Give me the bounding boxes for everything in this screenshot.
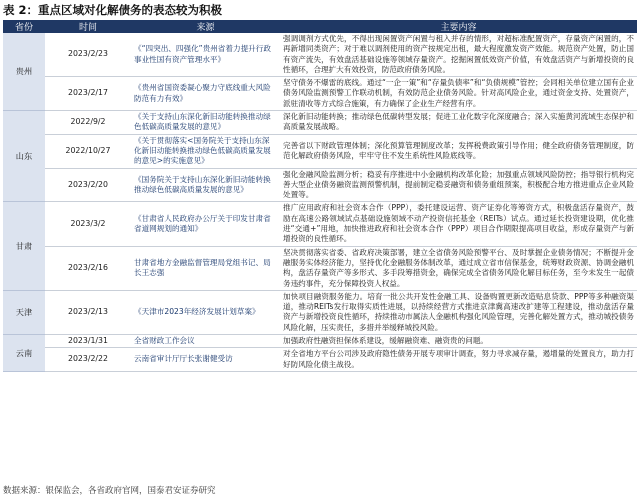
content-cell: 推广应用政府和社会资本合作（PPP），委托建设运营、资产证券化等筹资方式，积极盘活存量资产，鼓励在高速公路领域试点基础设施领域不动产投资信托基金（REITs）试点。通过延长投资建设期，优化推进“交通+”用地，加快推进政府和社会资本合作（PPP）项目合作期限提高项目收益，形成存量资产与新增投资的良性循环。	[280, 202, 637, 246]
source-cell: 《天津市2023年经济发展计划草案》	[131, 290, 280, 334]
province-cell: 山东	[3, 111, 45, 202]
source-cell: 《贵州省国资委凝心聚力守底线重大风险防范有力有效》	[131, 77, 280, 111]
source-cell: 全省财政工作会议	[131, 335, 280, 348]
table-row	[3, 335, 637, 348]
time-cell: 2023/2/13	[45, 290, 131, 334]
table-row	[3, 33, 637, 77]
time-cell: 2023/1/31	[45, 335, 131, 348]
content-cell: 加强政府性融资担保体系建设，缓解融资难、融资贵的问题。	[280, 335, 637, 348]
source-cell: 《“四突出、四强化”贵州省着力提升行政事业性国有资产管理水平》	[131, 33, 280, 77]
time-cell: 2022/10/27	[45, 134, 131, 168]
table-row	[3, 290, 637, 334]
source-cell: 《关于支持山东深化新旧动能转换推动绿色低碳高质量发展的意见》	[131, 111, 280, 135]
content-cell: 加快项目融资服务能力。培育一批公共开发性金融工具、设备购置更新改造贴息贷款、PPP等多种融资渠道，推动REITs发行取得实质性进展，以持续经营方式推进京津冀高速改扩建等工程建设，推动盘活存量资产与新增投资良性循环，持续推动市属法人金融机构强化风险管理，完善化解处置方式，推动城投债务风险化解，压实责任，多措并举缓释城投风险。	[280, 290, 637, 334]
province-cell: 甘肃	[3, 202, 45, 290]
source-cell: 《国务院关于支持山东深化新旧动能转换推动绿色低碳高质量发展的意见》	[131, 168, 280, 202]
header-source: 来源	[131, 20, 280, 33]
table-row	[3, 77, 637, 111]
source-cell: 甘肃省地方金融监督管理局党组书记、局长王志强	[131, 246, 280, 290]
time-cell: 2022/9/2	[45, 111, 131, 135]
header-time: 时间	[45, 20, 131, 33]
province-cell: 天津	[3, 290, 45, 334]
content-cell: 对全省地方平台公司涉及政府隐性债务开展专项审计调查，努力寻求减存量，遏增量的处置良方，助力打好防风险化债主战役。	[280, 348, 637, 372]
time-cell: 2023/2/17	[45, 77, 131, 111]
policy-table	[3, 20, 637, 372]
source-cell: 《甘肃省人民政府办公厅关于印发甘肃省省道网规划的通知》	[131, 202, 280, 246]
time-cell: 2023/2/20	[45, 168, 131, 202]
table-row	[3, 202, 637, 246]
time-cell: 2023/3/2	[45, 202, 131, 246]
table-header-row	[3, 20, 637, 33]
time-cell: 2023/2/16	[45, 246, 131, 290]
table-row	[3, 168, 637, 202]
table-title: 表 2：重点区域对化解债务的表态较为积极	[3, 3, 223, 17]
province-cell: 云南	[3, 335, 45, 372]
content-cell: 强化金融风险监测分析；稳妥有序推进中小金融机构改革化险；加强重点领域风险防控；指导银行机构完善大型企业债务融资监测预警机制，提前制定稳妥融资和债务重组预案，积极配合地方推进重点企业风险处置等。	[280, 168, 637, 202]
source-cell: 《关于贯彻落实<国务院关于支持山东深化新旧动能转换推动绿色低碳高质量发展的意见>的实施意见》	[131, 134, 280, 168]
content-cell: 强调调剂方式优先，不得出现闲置资产闲置与租入并存的情形，对超标准配置资产，存量资产闲置的，不再新增同类资产；对于难以调剂使用的资产按规定出租，最大程度激发资产效能。规范资产处置，防止国有资产流失，有效盘活基础设施等领域存量资产。挖掘闲置低效资产价值，有效盘活资产与新增投资的良性循环，合理扩大有效投资，防范政府债务风险。	[280, 33, 637, 77]
table-row	[3, 246, 637, 290]
header-province: 省份	[3, 20, 45, 33]
time-cell: 2023/2/22	[45, 348, 131, 372]
content-cell: 深化新旧动能转换；推动绿色低碳转型发展；促进工业化数字化深度融合；深入实施黄河流域生态保护和高质量发展战略。	[280, 111, 637, 135]
header-content: 主要内容	[280, 20, 637, 33]
source-cell: 云南省审计厅厅长张谢健受访	[131, 348, 280, 372]
content-cell: 完善省以下财政管理体制；深化预算管理制度改革；发挥税费政策引导作用；健全政府债务管理制度，防范化解政府债务风险，牢牢守住不发生系统性风险底线等。	[280, 134, 637, 168]
content-cell: 坚决贯彻落实省委、省政府决策部署，建立全省债务风险预警平台、及时掌握企业债务情况；不断提升金融服务实体经济能力，坚持优化金融服务体制改革，通过成立省市信保基金，统筹财政资源、协调金融机构，盘活存量资产等多形式、多手段筹措资金，确保完成全省债务风险化解目标任务，至今未发生一起债务违约事件，充分保障投资人权益。	[280, 246, 637, 290]
content-cell: 坚守债务不爆雷的底线。通过“一企一策”和“存量负债率”和“负债规模”管控；会同相关单位建立国有企业债务风险监测预警工作联动机制，有效防范企业债务风险。针对高风险企业，通过资金支持、处置资产，派驻清收等方式综合施策，有力确保了企业生产经营有序。	[280, 77, 637, 111]
province-cell: 贵州	[3, 33, 45, 111]
data-source-note: 数据来源：银保监会，各省政府官网，国泰君安证券研究	[3, 486, 216, 496]
time-cell: 2023/2/23	[45, 33, 131, 77]
table-row	[3, 134, 637, 168]
table-row	[3, 348, 637, 372]
table-row	[3, 111, 637, 135]
